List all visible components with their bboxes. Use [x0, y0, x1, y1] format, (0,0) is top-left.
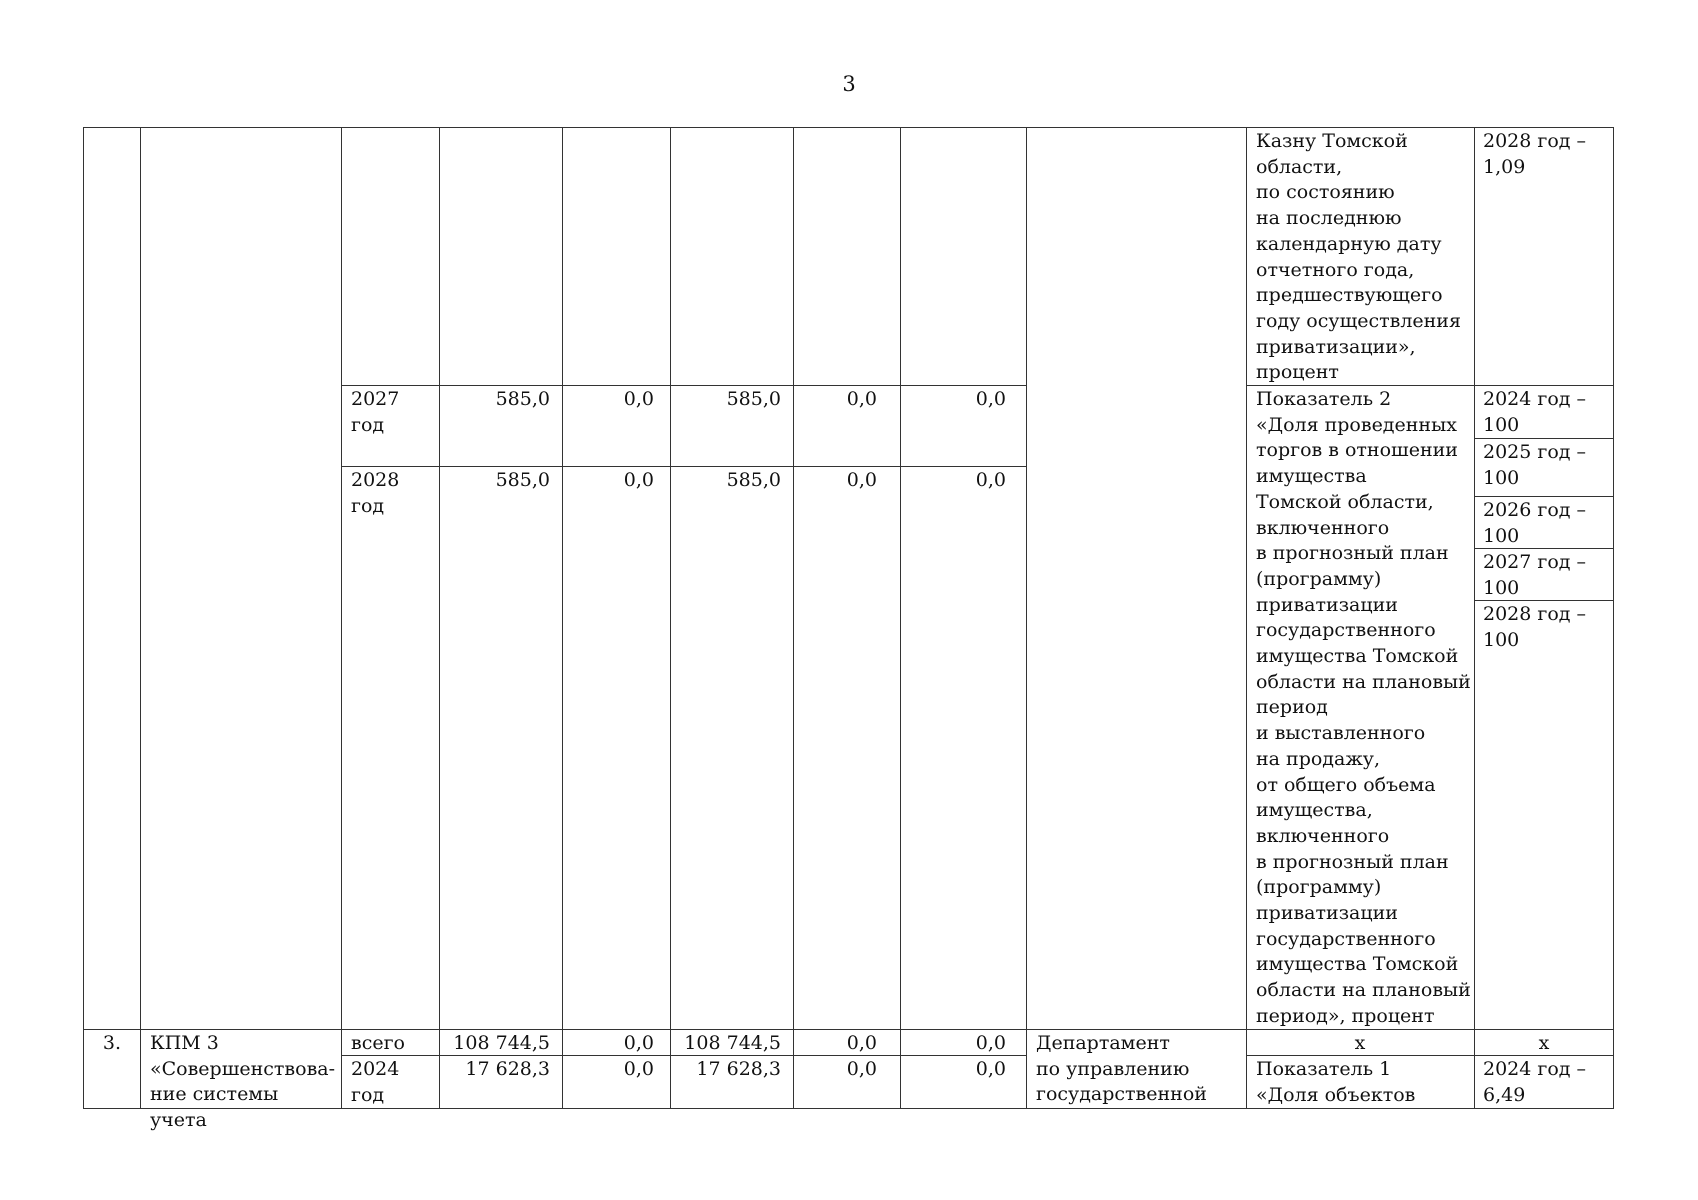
col-divider	[1026, 127, 1027, 1109]
table-border-right	[1613, 127, 1614, 1109]
indicator-2-value-2025: 2025 год – 100	[1483, 441, 1587, 489]
amount-federal: 0,0	[623, 469, 654, 491]
year-2028: 2028 год	[351, 469, 400, 517]
amount-local: 0,0	[846, 1058, 877, 1080]
executor: Департамент по управлению государственной	[1036, 1032, 1207, 1106]
value-placeholder: х	[1538, 1032, 1550, 1054]
indicator-1-value-2024: 2024 год – 6,49	[1483, 1058, 1587, 1106]
amount-total: 17 628,3	[465, 1058, 550, 1080]
col-divider	[793, 127, 794, 1109]
row-divider	[341, 466, 1027, 467]
amount-federal: 0,0	[623, 1058, 654, 1080]
amount-other: 0,0	[975, 469, 1006, 491]
col-divider	[900, 127, 901, 1109]
amount-local: 0,0	[846, 1032, 877, 1054]
indicator-1: Показатель 1 «Доля объектов	[1256, 1058, 1416, 1106]
kpm-name: КПМ 3 «Совершенствова- ние системы учета	[150, 1032, 336, 1132]
amount-total: 585,0	[495, 388, 550, 410]
amount-local: 0,0	[846, 469, 877, 491]
amount-regional: 585,0	[726, 469, 781, 491]
program-table	[83, 127, 1614, 1132]
table-border-top	[83, 127, 1614, 128]
year-2027: 2027 год	[351, 388, 400, 436]
col-divider	[1474, 127, 1475, 1109]
col-divider	[670, 127, 671, 1109]
indicator-tail-value: 2028 год – 1,09	[1483, 130, 1587, 178]
indicator-2: Показатель 2 «Доля проведенных торгов в отношении имущества Томской области, включенного в прогнозный план (программу) приватизации государственного имущества Томской области на плановый период и выставленного на продажу, от общего объема имущества, включенного в прогнозный план (программу) приватизации государственного имущества Томской области на плановый период», процент	[1256, 388, 1471, 1027]
amount-other: 0,0	[975, 1058, 1006, 1080]
indicator-tail: Казну Томской области, по состоянию на последнюю календарную дату отчетного года, предшествующего году осуществления приватизации», процент	[1256, 130, 1461, 384]
amount-regional: 585,0	[726, 388, 781, 410]
row-number: 3.	[102, 1032, 122, 1054]
year-2024: 2024 год	[351, 1058, 400, 1106]
row-divider	[1474, 496, 1614, 497]
total-label: всего	[351, 1032, 405, 1054]
amount-regional: 17 628,3	[696, 1058, 781, 1080]
amount-other: 0,0	[975, 1032, 1006, 1054]
amount-local: 0,0	[846, 388, 877, 410]
amount-other: 0,0	[975, 388, 1006, 410]
page-number: 3	[842, 72, 856, 96]
amount-total: 585,0	[495, 469, 550, 491]
row-divider	[341, 385, 1027, 386]
col-divider	[562, 127, 563, 1109]
col-divider	[1246, 127, 1247, 1109]
table-border-left	[83, 127, 84, 1109]
indicator-2-value-2027: 2027 год – 100	[1483, 551, 1587, 599]
indicator-2-value-2028: 2028 год – 100	[1483, 603, 1587, 651]
col-divider	[439, 127, 440, 1109]
amount-federal: 0,0	[623, 1032, 654, 1054]
indicator-2-value-2026: 2026 год – 100	[1483, 499, 1587, 547]
indicator-placeholder: х	[1354, 1032, 1366, 1054]
amount-federal: 0,0	[623, 388, 654, 410]
col-divider	[140, 127, 141, 1109]
indicator-2-value-2024: 2024 год – 100	[1483, 388, 1587, 436]
col-divider	[341, 127, 342, 1109]
amount-regional: 108 744,5	[684, 1032, 781, 1054]
amount-total: 108 744,5	[453, 1032, 550, 1054]
